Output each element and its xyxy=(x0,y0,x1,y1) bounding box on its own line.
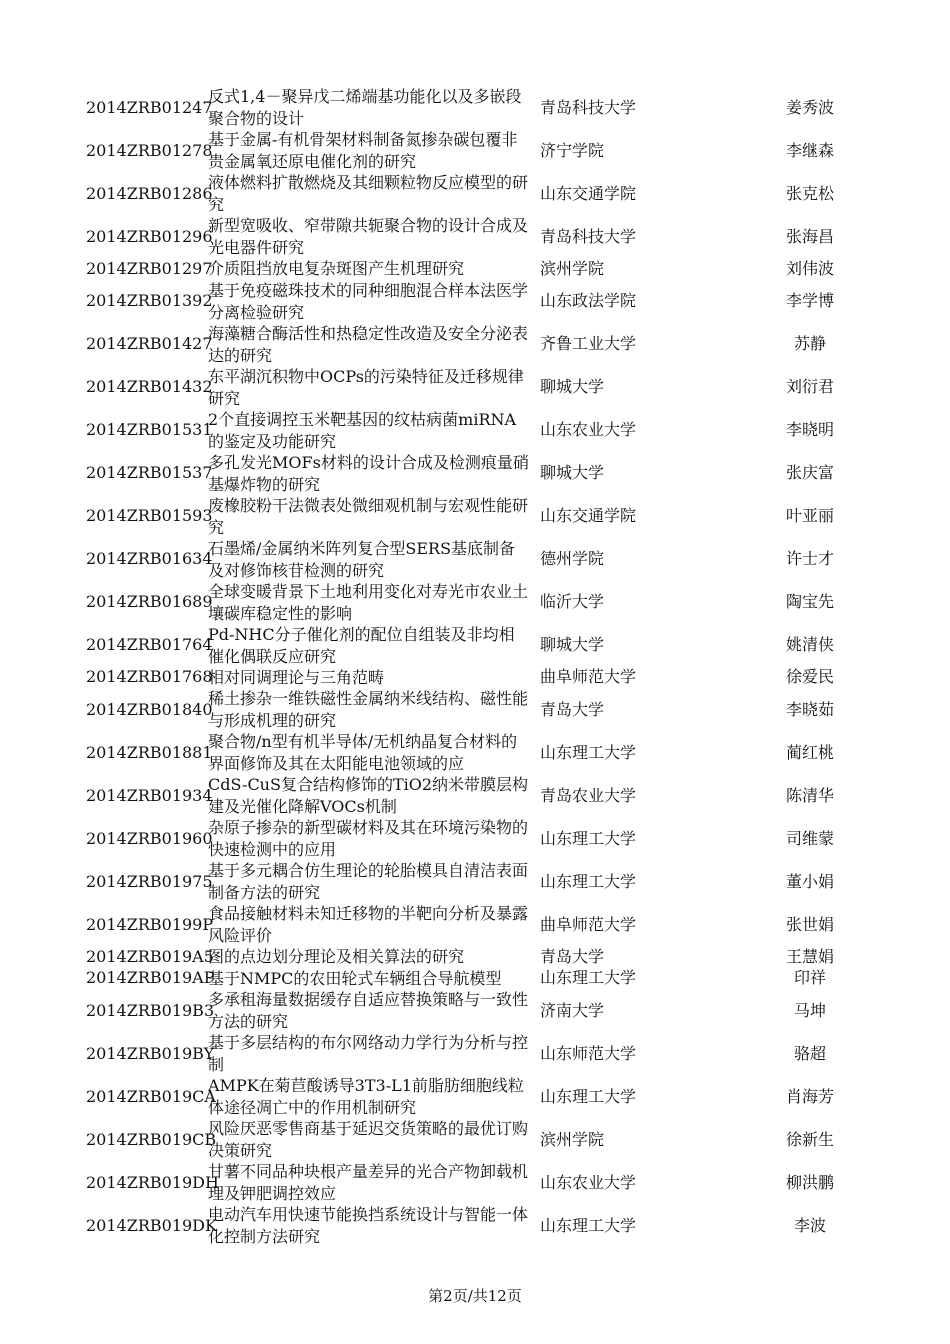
project-title xyxy=(208,817,530,860)
principal-investigator: 王慧娟 xyxy=(785,946,834,966)
project-title-text: 聚合物/n型有机半导体/无机纳晶复合材料的界面修饰及其在太阳能电池领域的应 xyxy=(208,732,518,773)
institution: 青岛大学 xyxy=(540,946,605,966)
project-title xyxy=(208,409,530,452)
project-title xyxy=(208,946,530,968)
principal-investigator: 刘伟波 xyxy=(785,258,834,278)
project-title xyxy=(208,495,530,538)
project-id: 2014ZRB01537 xyxy=(86,463,213,482)
table-row xyxy=(0,1204,950,1247)
project-title-text: 海藻糖合酶活性和热稳定性改造及安全分泌表达的研究 xyxy=(208,323,529,365)
project-title xyxy=(208,86,530,129)
project-id: 2014ZRB01427 xyxy=(86,334,213,353)
project-id: 2014ZRB01593 xyxy=(86,506,213,525)
project-title-text: 杂原子掺杂的新型碳材料及其在环境污染物的快速检测中的应用 xyxy=(208,818,529,859)
table-row xyxy=(0,366,950,409)
project-title xyxy=(208,452,530,495)
project-id: 2014ZRB01881 xyxy=(86,742,213,762)
project-title xyxy=(208,129,530,172)
project-id: 2014ZRB01768 xyxy=(86,667,213,687)
principal-investigator: 姚清侠 xyxy=(785,635,834,654)
institution: 青岛农业大学 xyxy=(540,785,637,805)
project-title xyxy=(208,1118,530,1161)
table-row xyxy=(0,1161,950,1204)
project-title-text: 新型宽吸收、窄带隙共轭聚合物的设计合成及光电器件研究 xyxy=(208,216,529,257)
project-title xyxy=(208,731,530,774)
principal-investigator: 叶亚丽 xyxy=(785,506,834,525)
table-row xyxy=(0,1032,950,1075)
table-row xyxy=(0,624,950,667)
principal-investigator: 李学博 xyxy=(785,291,834,310)
table-row xyxy=(0,731,950,774)
institution: 山东理工大学 xyxy=(540,871,637,891)
project-id: 2014ZRB01634 xyxy=(86,549,213,568)
project-title-text: 基于多层结构的布尔网络动力学行为分析与控制 xyxy=(208,1033,529,1074)
institution: 山东理工大学 xyxy=(540,1086,637,1106)
table-row xyxy=(0,1118,950,1161)
table-row xyxy=(0,989,950,1032)
project-title-text: 2个直接调控玉米靶基因的纹枯病菌miRNA的鉴定及功能研究 xyxy=(208,409,517,451)
project-id: 2014ZRB019A5 xyxy=(86,946,214,966)
principal-investigator: 陈清华 xyxy=(785,785,834,805)
project-id: 2014ZRB01764 xyxy=(86,635,213,654)
project-title xyxy=(208,1075,530,1118)
project-title-text: 基于多元耦合仿生理论的轮胎模具自清洁表面制备方法的研究 xyxy=(208,861,529,902)
institution: 山东交通学院 xyxy=(540,506,637,525)
project-title xyxy=(208,860,530,903)
principal-investigator: 李波 xyxy=(793,1215,826,1235)
project-id: 2014ZRB01296 xyxy=(86,226,213,246)
principal-investigator: 李晓明 xyxy=(785,420,834,439)
table-row xyxy=(0,774,950,817)
project-title xyxy=(208,323,530,366)
institution: 滨州学院 xyxy=(540,258,605,278)
institution: 山东农业大学 xyxy=(540,420,637,439)
institution: 山东理工大学 xyxy=(540,968,637,988)
institution: 山东理工大学 xyxy=(540,828,637,848)
table-row xyxy=(0,946,950,968)
principal-investigator: 董小娟 xyxy=(785,871,834,891)
project-title-text: Pd-NHC分子催化剂的配位自组装及非均相催化偶联反应研究 xyxy=(208,624,515,666)
project-title-text: CdS-CuS复合结构修饰的TiO2纳米带膜层构建及光催化降解VOCs机制 xyxy=(208,775,529,816)
project-title-text: 相对同调理论与三角范畴 xyxy=(208,667,385,687)
project-title xyxy=(208,1204,530,1247)
principal-investigator: 骆超 xyxy=(793,1043,826,1063)
project-id: 2014ZRB01689 xyxy=(86,592,213,611)
principal-investigator: 李继森 xyxy=(785,140,834,160)
project-title xyxy=(208,903,530,946)
project-title-text: 食品接触材料未知迁移物的半靶向分析及暴露风险评价 xyxy=(208,904,529,945)
principal-investigator: 姜秀波 xyxy=(785,97,834,117)
table-row xyxy=(0,1075,950,1118)
table-row xyxy=(0,280,950,323)
table-row xyxy=(0,215,950,258)
institution: 济南大学 xyxy=(540,1000,605,1020)
table-row xyxy=(0,452,950,495)
project-title-text: 全球变暖背景下土地利用变化对寿光市农业土壤碳库稳定性的影响 xyxy=(208,581,529,623)
table-row xyxy=(0,258,950,280)
principal-investigator: 李晓茹 xyxy=(785,699,834,719)
project-id: 2014ZRB0199P xyxy=(86,914,214,934)
project-id: 2014ZRB019DK xyxy=(86,1215,217,1235)
project-title-text: 多承租海量数据缓存自适应替换策略与一致性方法的研究 xyxy=(208,990,529,1031)
project-title-text: 多孔发光MOFs材料的设计合成及检测痕量硝基爆炸物的研究 xyxy=(208,452,529,494)
project-title-text: 废橡胶粉干法微表处微细观机制与宏观性能研究 xyxy=(208,495,529,537)
institution: 青岛科技大学 xyxy=(540,226,637,246)
principal-investigator: 马坤 xyxy=(793,1000,826,1020)
principal-investigator: 柳洪鹏 xyxy=(785,1172,834,1192)
project-title-text: 反式1,4－聚异戊二烯端基功能化以及多嵌段聚合物的设计 xyxy=(208,87,522,128)
principal-investigator: 蔺红桃 xyxy=(785,742,834,762)
project-title xyxy=(208,258,530,280)
project-id: 2014ZRB019DH xyxy=(86,1172,219,1192)
project-title xyxy=(208,538,530,581)
institution: 济宁学院 xyxy=(540,140,605,160)
project-title xyxy=(208,172,530,215)
project-title-text: 电动汽车用快速节能换挡系统设计与智能一体化控制方法研究 xyxy=(208,1205,529,1246)
project-title xyxy=(208,667,530,689)
project-title-text: 液体燃料扩散燃烧及其细颗粒物反应模型的研究 xyxy=(208,173,529,214)
page-footer xyxy=(0,1286,950,1306)
project-title-text: 甘薯不同品种块根产量差异的光合产物卸载机理及钾肥调控效应 xyxy=(208,1162,529,1203)
table-row xyxy=(0,860,950,903)
table-row xyxy=(0,688,950,731)
project-title-text: 介质阻挡放电复杂斑图产生机理研究 xyxy=(208,259,465,278)
project-id: 2014ZRB01960 xyxy=(86,828,213,848)
institution: 青岛大学 xyxy=(540,699,605,719)
project-title-text: AMPK在菊苣酸诱导3T3-L1前脂肪细胞线粒体途径凋亡中的作用机制研究 xyxy=(208,1076,524,1117)
table-row xyxy=(0,323,950,366)
institution: 山东交通学院 xyxy=(540,183,637,203)
principal-investigator: 肖海芳 xyxy=(785,1086,834,1106)
institution: 聊城大学 xyxy=(540,635,605,654)
principal-investigator: 司维蒙 xyxy=(785,828,834,848)
project-id: 2014ZRB019CB xyxy=(86,1129,217,1149)
table-row xyxy=(0,172,950,215)
project-title xyxy=(208,215,530,258)
project-id: 2014ZRB019AP xyxy=(86,968,215,988)
project-id: 2014ZRB01392 xyxy=(86,291,213,310)
table-row xyxy=(0,129,950,172)
principal-investigator: 陶宝先 xyxy=(785,592,834,611)
principal-investigator: 张海昌 xyxy=(785,226,834,246)
project-id: 2014ZRB01286 xyxy=(86,183,213,203)
project-id: 2014ZRB01247 xyxy=(86,97,213,117)
institution: 山东理工大学 xyxy=(540,1215,637,1235)
project-title-text: 风险厌恶零售商基于延迟交货策略的最优订购决策研究 xyxy=(208,1119,529,1160)
project-title xyxy=(208,366,530,409)
project-id: 2014ZRB01278 xyxy=(86,140,213,160)
principal-investigator: 刘衍君 xyxy=(785,377,834,396)
project-title xyxy=(208,774,530,817)
project-id: 2014ZRB019BY xyxy=(86,1043,215,1063)
project-title xyxy=(208,280,530,323)
project-table xyxy=(0,86,950,1247)
project-title xyxy=(208,989,530,1032)
project-id: 2014ZRB01297 xyxy=(86,258,213,278)
project-title-text: 基于NMPC的农田轮式车辆组合导航模型 xyxy=(208,968,502,988)
institution: 临沂大学 xyxy=(540,592,605,611)
project-title-text: 基于金属-有机骨架材料制备氮掺杂碳包覆非贵金属氧还原电催化剂的研究 xyxy=(208,130,518,171)
institution: 山东农业大学 xyxy=(540,1172,637,1192)
table-row xyxy=(0,581,950,624)
institution: 曲阜师范大学 xyxy=(540,914,637,934)
institution: 聊城大学 xyxy=(540,377,605,396)
principal-investigator: 张庆富 xyxy=(785,463,834,482)
institution: 滨州学院 xyxy=(540,1129,605,1149)
principal-investigator: 徐新生 xyxy=(785,1129,834,1149)
project-title xyxy=(208,1161,530,1204)
principal-investigator: 张世娟 xyxy=(785,914,834,934)
project-id: 2014ZRB01975 xyxy=(86,871,213,891)
project-title-text: 石墨烯/金属纳米阵列复合型SERS基底制备及对修饰核苷检测的研究 xyxy=(208,538,516,580)
institution: 山东政法学院 xyxy=(540,291,637,310)
principal-investigator: 张克松 xyxy=(785,183,834,203)
table-row xyxy=(0,495,950,538)
project-id: 2014ZRB01934 xyxy=(86,785,213,805)
table-row xyxy=(0,409,950,452)
project-id: 2014ZRB019B3 xyxy=(86,1000,215,1020)
project-title-text: 东平湖沉积物中OCPs的污染特征及迁移规律研究 xyxy=(208,366,524,408)
table-row xyxy=(0,538,950,581)
table-row xyxy=(0,903,950,946)
project-id: 2014ZRB019CA xyxy=(86,1086,216,1106)
table-row xyxy=(0,817,950,860)
institution: 齐鲁工业大学 xyxy=(540,334,637,353)
institution: 德州学院 xyxy=(540,549,605,568)
principal-investigator: 印祥 xyxy=(793,968,826,988)
institution: 青岛科技大学 xyxy=(540,97,637,117)
project-title xyxy=(208,581,530,624)
table-row xyxy=(0,968,950,990)
table-row xyxy=(0,667,950,689)
project-id: 2014ZRB01432 xyxy=(86,377,213,396)
project-title-text: 基于免疫磁珠技术的同种细胞混合样本法医学分离检验研究 xyxy=(208,280,529,322)
institution: 山东理工大学 xyxy=(540,742,637,762)
project-title xyxy=(208,1032,530,1075)
principal-investigator: 苏静 xyxy=(793,334,826,353)
project-title-text: 稀土掺杂一维铁磁性金属纳米线结构、磁性能与形成机理的研究 xyxy=(208,689,529,730)
institution: 山东师范大学 xyxy=(540,1043,637,1063)
project-title xyxy=(208,688,530,731)
project-title xyxy=(208,968,530,990)
institution: 聊城大学 xyxy=(540,463,605,482)
project-id: 2014ZRB01840 xyxy=(86,699,213,719)
principal-investigator: 徐爱民 xyxy=(785,667,834,687)
project-title-text: 图的点边划分理论及相关算法的研究 xyxy=(208,947,465,966)
principal-investigator: 许士才 xyxy=(785,549,834,568)
project-id: 2014ZRB01531 xyxy=(86,420,213,439)
page-number: 第2页/共12页 xyxy=(428,1287,522,1305)
table-row xyxy=(0,86,950,129)
project-title xyxy=(208,624,530,667)
institution: 曲阜师范大学 xyxy=(540,667,637,687)
